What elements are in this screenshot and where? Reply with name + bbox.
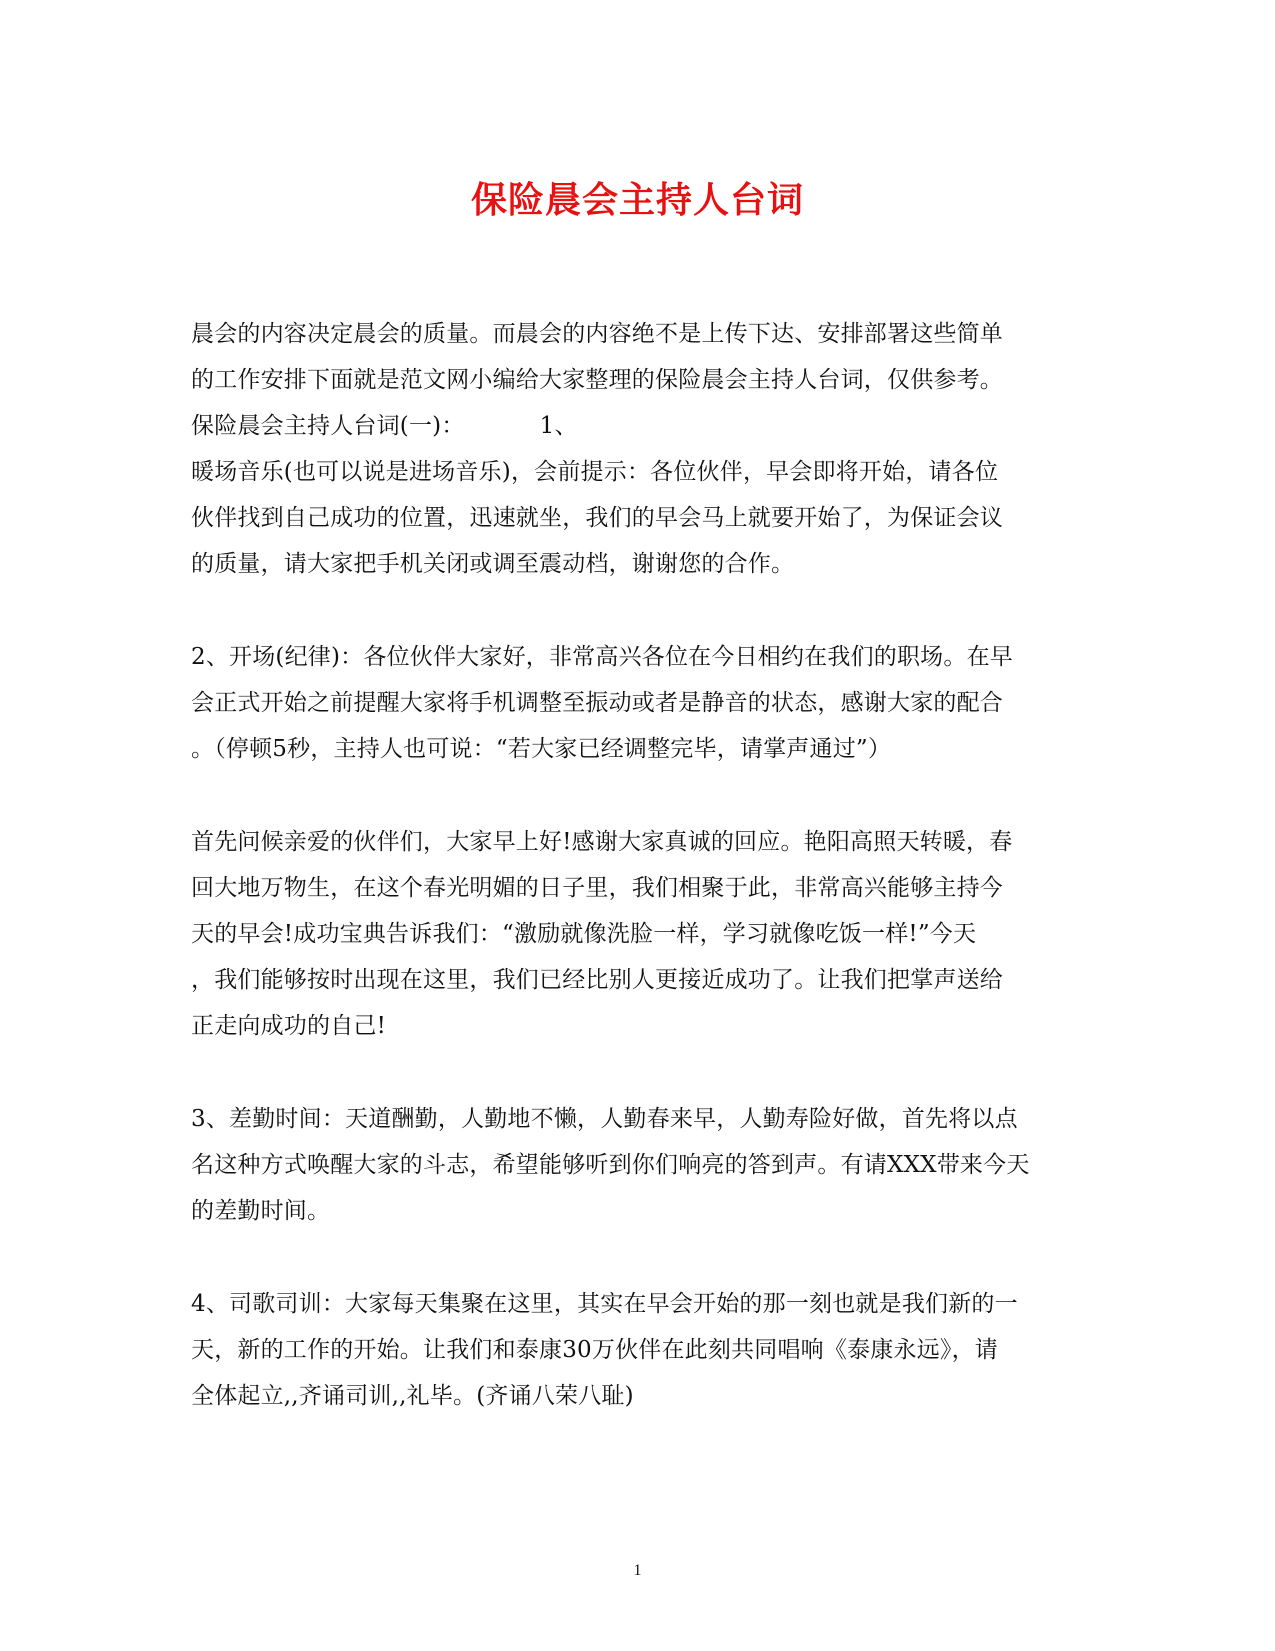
- paragraph-line: 回大地万物生，在这个春光明媚的日子里，我们相聚于此，非常高兴能够主持今: [191, 875, 1003, 901]
- paragraph-line: 3、差勤时间：天道酬勤，人勤地不懒，人勤春来早，人勤寿险好做，首先将以点: [191, 1106, 1018, 1132]
- paragraph-line: 4、司歌司训：大家每天集聚在这里，其实在早会开始的那一刻也就是我们新的一: [191, 1291, 1018, 1317]
- paragraph-line: 伙伴找到自己成功的位置，迅速就坐，我们的早会马上就要开始了，为保证会议: [191, 505, 1003, 531]
- paragraph-line: 的差勤时间。: [191, 1198, 331, 1224]
- paragraph-line: 天，新的工作的开始。让我们和泰康30万伙伴在此刻共同唱响《泰康永远》，请: [191, 1337, 998, 1363]
- paragraph-line: 名这种方式唤醒大家的斗志，希望能够听到你们响亮的答到声。有请XXX带来今天: [191, 1152, 1030, 1178]
- paragraph-line: 2、开场(纪律)：各位伙伴大家好，非常高兴各位在今日相约在我们的职场。在早: [191, 644, 1013, 670]
- paragraph-line: 的质量，请大家把手机关闭或调至震动档，谢谢您的合作。: [191, 551, 795, 577]
- document-title: 保险晨会主持人台词: [470, 179, 804, 221]
- page-number: 1: [633, 1562, 642, 1579]
- paragraph-line: 保险晨会主持人台词(一)： 1、: [191, 413, 578, 439]
- paragraph-line: 晨会的内容决定晨会的质量。而晨会的内容绝不是上传下达、安排部署这些简单: [191, 321, 1003, 347]
- paragraph-line: 正走向成功的自己!: [191, 1013, 387, 1039]
- paragraph-line: ，我们能够按时出现在这里，我们已经比别人更接近成功了。让我们把掌声送给: [191, 967, 1003, 993]
- paragraph-line: 暖场音乐(也可以说是进场音乐)，会前提示：各位伙伴，早会即将开始，请各位: [191, 459, 999, 485]
- paragraph-line: 天的早会!成功宝典告诉我们：“激励就像洗脸一样，学习就像吃饭一样!”今天: [191, 921, 977, 947]
- paragraph-line: 全体起立,,齐诵司训,,礼毕。(齐诵八荣八耻): [191, 1383, 634, 1409]
- paragraph-line: 会正式开始之前提醒大家将手机调整至振动或者是静音的状态，感谢大家的配合: [191, 690, 1003, 716]
- paragraph-line: 首先问候亲爱的伙伴们，大家早上好!感谢大家真诚的回应。艳阳高照天转暖，春: [191, 829, 1013, 855]
- paragraph-line: 。（停顿5秒，主持人也可说：“若大家已经调整完毕，请掌声通过”）: [191, 736, 892, 762]
- paragraph-line: 的工作安排下面就是范文网小编给大家整理的保险晨会主持人台词，仅供参考。: [191, 367, 1003, 393]
